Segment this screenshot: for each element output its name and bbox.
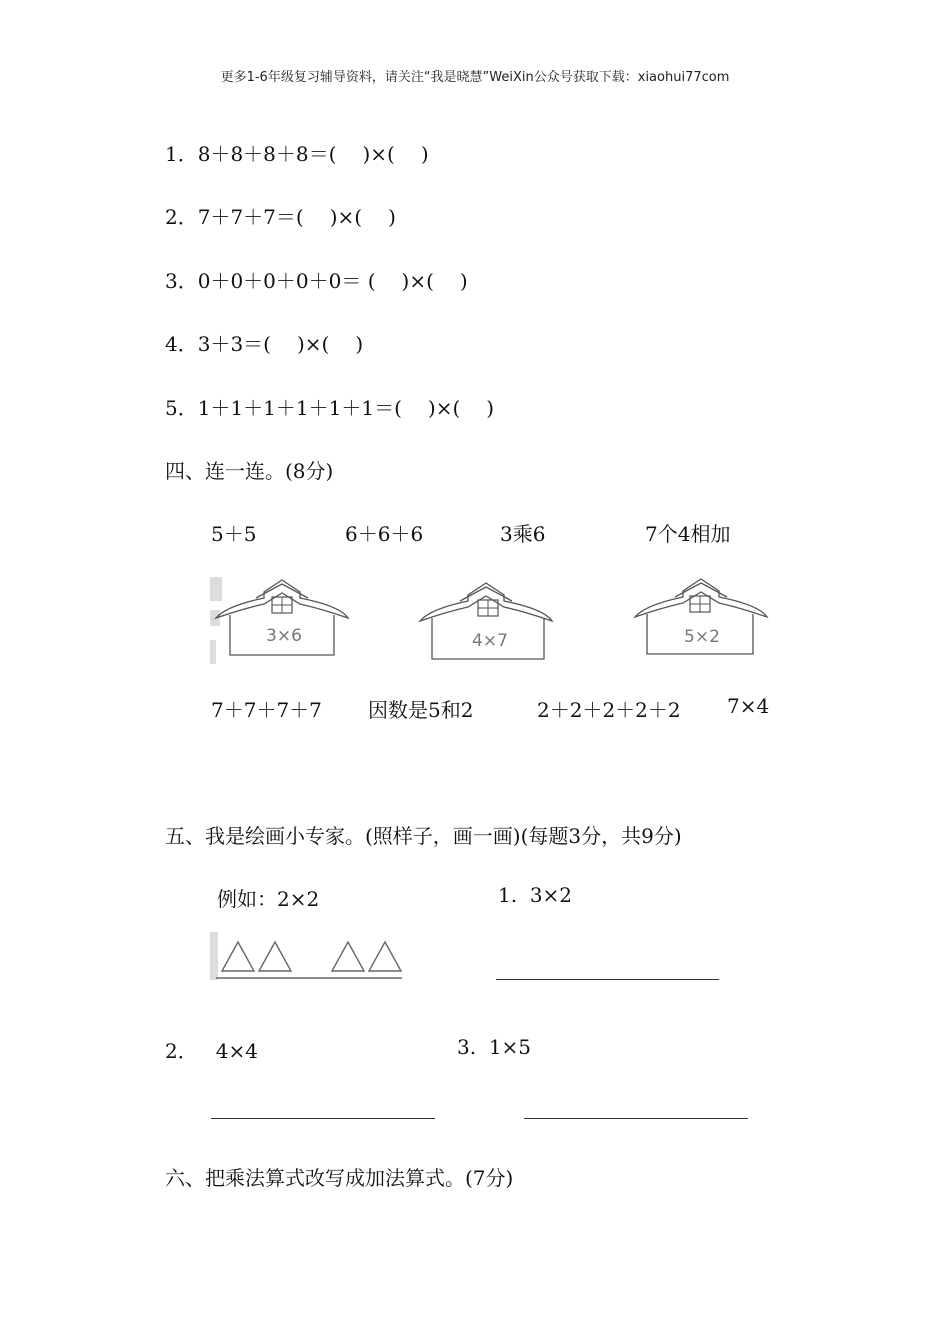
match-item-bottom[interactable]: 因数是5和2 (368, 698, 474, 722)
question-2: 2． 4×4 (165, 1039, 258, 1063)
house-card[interactable] (416, 577, 558, 663)
house-roof (420, 583, 552, 621)
answer-line-q2[interactable] (211, 1118, 435, 1119)
house-label: 3×6 (266, 626, 302, 646)
triangle-icon (332, 942, 364, 971)
match-item-top[interactable]: 6＋6＋6 (345, 522, 424, 546)
answer-line-q1[interactable] (496, 979, 719, 980)
triangle-icon (259, 942, 291, 971)
triangle-icon (222, 942, 254, 971)
list-item: 3．0＋0＋0＋0＋0＝ ( )×( ) (165, 269, 468, 293)
match-item-top[interactable]: 5＋5 (211, 522, 257, 546)
example-label: 例如：2×2 (217, 887, 320, 911)
match-item-bottom[interactable]: 7＋7＋7＋7 (211, 698, 322, 722)
match-item-top[interactable]: 3乘6 (500, 522, 546, 546)
match-item-bottom[interactable]: 2＋2＋2＋2＋2 (537, 698, 681, 722)
answer-line-q3[interactable] (524, 1118, 748, 1119)
house-label: 4×7 (472, 631, 508, 651)
list-item: 5．1＋1＋1＋1＋1＋1＝( )×( ) (165, 396, 495, 420)
question-1: 1. 3×2 (498, 883, 573, 907)
section4-title: 四、连一连。(8分) (165, 459, 334, 483)
triangle-icon (369, 942, 401, 971)
section5-title: 五、我是绘画小专家。(照样子，画一画)(每题3分，共9分) (165, 824, 682, 848)
list-item: 2．7＋7＋7＝( )×( ) (165, 205, 396, 229)
match-item-top[interactable]: 7个4相加 (645, 522, 731, 546)
house-card[interactable] (212, 574, 354, 660)
house-roof (635, 579, 767, 617)
section6-title: 六、把乘法算式改写成加法算式。(7分) (165, 1166, 514, 1190)
house-label: 5×2 (684, 627, 720, 647)
match-item-bottom[interactable]: 7×4 (727, 694, 770, 718)
question-3: 3. 1×5 (457, 1035, 532, 1059)
list-item: 1．8＋8＋8＋8＝( )×( ) (165, 142, 429, 166)
list-item: 4．3＋3＝( )×( ) (165, 332, 364, 356)
house-card[interactable] (631, 573, 773, 659)
example-drawing (212, 938, 408, 984)
page-header: 更多1-6年级复习辅导资料，请关注“我是晓慧”WeiXin公众号获取下载：xiaohui77com (220, 70, 730, 85)
